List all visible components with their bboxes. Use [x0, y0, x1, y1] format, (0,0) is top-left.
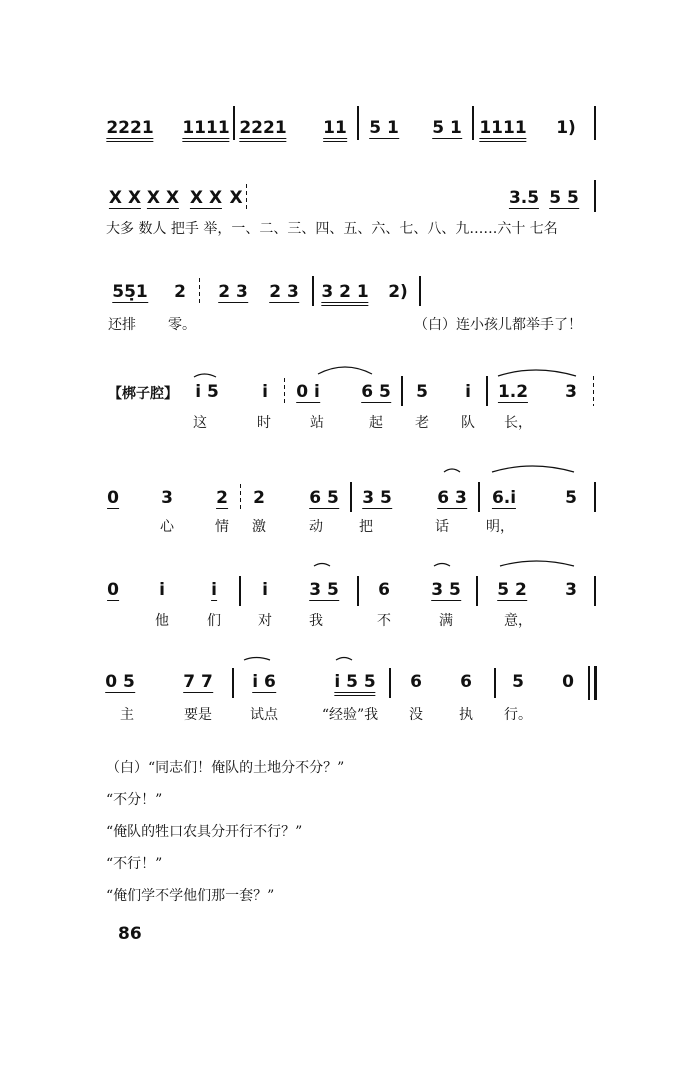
- note-group: 6: [460, 672, 472, 692]
- lyric-word: 时: [257, 415, 271, 431]
- lyric-word: 零。: [168, 317, 196, 333]
- tune-label: 【梆子腔】: [108, 386, 178, 402]
- note-group: i: [262, 580, 268, 600]
- note-group: i: [159, 580, 165, 600]
- lyric-word: 长，: [504, 415, 532, 431]
- lyric-word: 还排: [108, 317, 136, 333]
- lyric-word: 意，: [504, 613, 532, 629]
- note-group: 3 5: [309, 580, 339, 600]
- note-group: i: [262, 382, 268, 402]
- lyric-word: 激: [252, 519, 266, 535]
- note-group: 0: [107, 580, 119, 600]
- lyric-word: 话: [435, 519, 449, 535]
- note-group: 55̣1: [112, 282, 148, 302]
- note-group: i 5: [195, 382, 219, 402]
- lyric-word: 没: [409, 707, 423, 723]
- note-group: 0 5: [105, 672, 135, 692]
- note-group: 6.i: [491, 488, 517, 508]
- note-group: 6 5: [309, 488, 339, 508]
- lyric-word: 不: [377, 613, 391, 629]
- note-group: i: [211, 580, 217, 600]
- note-group: 5: [565, 488, 577, 508]
- dialogue-line-4: “不行！”: [106, 856, 163, 872]
- note-group: 3: [565, 580, 577, 600]
- lyric-word: 主: [120, 707, 134, 723]
- note-group: 2: [216, 488, 228, 508]
- note-group: 2221: [106, 118, 153, 142]
- lyric-word: 们: [207, 613, 221, 629]
- note-group: 2): [388, 282, 408, 302]
- note-group: i 6: [252, 672, 276, 692]
- note-group: 3 5: [362, 488, 392, 508]
- lyric-word: 心: [160, 519, 174, 535]
- dialogue-line-1: （白）“同志们！俺队的土地分不分？”: [106, 760, 345, 776]
- lyric-word: 动: [309, 519, 323, 535]
- lyric-word: 试点: [250, 707, 278, 723]
- lyric-word: 满: [439, 613, 453, 629]
- note-group: 1): [556, 118, 576, 138]
- note-group: 11: [323, 118, 347, 142]
- note-group: 2 3: [218, 282, 248, 302]
- lyric-word: 起: [369, 415, 383, 431]
- note-group: 2 3: [269, 282, 299, 302]
- lyric-word: 行。: [504, 707, 532, 723]
- lyric-word: 队: [461, 415, 475, 431]
- note-group: X X: [189, 188, 223, 208]
- lyric-word: 站: [310, 415, 324, 431]
- note-group: X: [229, 188, 243, 208]
- note-group: 6: [378, 580, 390, 600]
- note-group: X X: [146, 188, 180, 208]
- note-group: 3 5: [431, 580, 461, 600]
- lyric-line: 大多 数人 把手 举，一、二、三、四、五、六、七、八、九……六十 七名: [106, 221, 558, 237]
- note-group: 5 5: [549, 188, 579, 208]
- note-group: 3: [565, 382, 577, 402]
- note-group: 5: [512, 672, 524, 692]
- lyric-word: 执: [459, 707, 473, 723]
- dialogue-line-3: “俺队的牲口农具分开行不行？”: [106, 824, 303, 840]
- lyric-word: 明，: [486, 519, 514, 535]
- note-group: 6 3: [437, 488, 467, 508]
- lyric-word: 老: [415, 415, 429, 431]
- note-group: i: [465, 382, 471, 402]
- note-group: i 5 5: [334, 672, 375, 696]
- lyric-word: 对: [258, 613, 272, 629]
- note-group: 3.5: [508, 188, 540, 208]
- note-group: 2: [253, 488, 265, 508]
- lyric-word: 把: [359, 519, 373, 535]
- lyric-word: 这: [193, 415, 207, 431]
- note-group: 1111: [479, 118, 526, 142]
- note-group: 0: [562, 672, 574, 692]
- note-group: 3: [161, 488, 173, 508]
- lyric-word: 他: [155, 613, 169, 629]
- note-group: 0 i: [296, 382, 320, 402]
- note-group: 5 2: [497, 580, 527, 600]
- lyric-word: 我: [309, 613, 323, 629]
- note-group: 3 2 1: [321, 282, 368, 306]
- note-group: 6: [410, 672, 422, 692]
- lyric-word: “经验”我: [321, 707, 379, 723]
- note-group: X X: [108, 188, 142, 208]
- note-group: 6 5: [361, 382, 391, 402]
- lyric-word: 情: [215, 519, 229, 535]
- note-group: 0: [107, 488, 119, 508]
- note-group: 1.2: [497, 382, 529, 402]
- note-group: 7 7: [183, 672, 213, 692]
- note-group: 5: [416, 382, 428, 402]
- lyric-word: 要是: [184, 707, 212, 723]
- dialogue-line-2: “不分！”: [106, 792, 163, 808]
- note-group: 2: [174, 282, 186, 302]
- dialogue-line-5: “俺们学不学他们那一套？”: [106, 888, 275, 904]
- note-group: 2221: [239, 118, 286, 142]
- note-group: 5 1: [369, 118, 399, 138]
- page-number: 86: [118, 924, 142, 944]
- lyric-word: （白）连小孩儿都举手了！: [414, 317, 582, 333]
- note-group: 5 1: [432, 118, 462, 138]
- note-group: 1111: [182, 118, 229, 142]
